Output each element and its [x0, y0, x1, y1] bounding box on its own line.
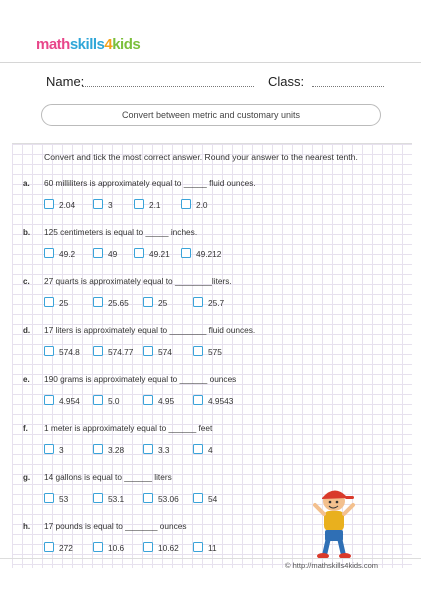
- answer-option-label: 2.04: [59, 200, 76, 210]
- logo-part-kids: kids: [112, 36, 141, 53]
- answer-checkbox[interactable]: [143, 444, 153, 454]
- answer-option-label: 25: [158, 298, 168, 308]
- answer-option-label: 4: [208, 445, 213, 455]
- answer-option-label: 574.8: [59, 347, 80, 357]
- worksheet-title: Convert between metric and customary units: [41, 104, 381, 126]
- answer-option-label: 25.65: [108, 298, 129, 308]
- answer-checkbox[interactable]: [134, 248, 144, 258]
- question-text: 17 liters is approximately equal to ________ fluid ounces.: [44, 325, 256, 335]
- logo-part-skills: skills: [69, 36, 105, 53]
- answer-checkbox[interactable]: [143, 395, 153, 405]
- answer-option-label: 49: [108, 249, 118, 259]
- answer-option-label: 10.62: [158, 543, 179, 553]
- answer-option-label: 11: [208, 543, 217, 553]
- question-text: 1 meter is approximately equal to ______ feet: [44, 423, 213, 433]
- question-text: 27 quarts is approximately equal to ________liters.: [44, 276, 232, 286]
- answer-checkbox[interactable]: [44, 248, 54, 258]
- question-text: 17 pounds is equal to _______ ounces: [44, 521, 187, 531]
- question-label: e.: [23, 375, 30, 384]
- answer-checkbox[interactable]: [193, 444, 203, 454]
- logo: [36, 36, 140, 53]
- question-text: 14 gallons is equal to ______ liters: [44, 472, 172, 482]
- answer-checkbox[interactable]: [193, 395, 203, 405]
- class-label: Class:: [268, 74, 305, 89]
- class-field[interactable]: [312, 86, 384, 87]
- question-label: d.: [23, 326, 31, 335]
- answer-checkbox[interactable]: [93, 395, 103, 405]
- answer-checkbox[interactable]: [143, 297, 153, 307]
- answer-checkbox[interactable]: [93, 199, 103, 209]
- footer-divider: [0, 558, 421, 559]
- answer-checkbox[interactable]: [44, 444, 54, 454]
- answer-option-label: 3.3: [158, 445, 170, 455]
- answer-checkbox[interactable]: [44, 297, 54, 307]
- answer-checkbox[interactable]: [193, 542, 203, 552]
- answer-option-label: 4.9543: [208, 396, 234, 406]
- answer-checkbox[interactable]: [193, 493, 203, 503]
- answer-checkbox[interactable]: [181, 199, 191, 209]
- answer-option-label: 53: [59, 494, 69, 504]
- answer-option-label: 2.1: [149, 200, 161, 210]
- answer-checkbox[interactable]: [44, 493, 54, 503]
- answer-checkbox[interactable]: [93, 493, 103, 503]
- answer-option-label: 49.2: [59, 249, 76, 259]
- header-divider: [0, 62, 421, 63]
- answer-checkbox[interactable]: [44, 395, 54, 405]
- answer-checkbox[interactable]: [193, 297, 203, 307]
- answer-option-label: 25.7: [208, 298, 225, 308]
- answer-option-label: 54: [208, 494, 218, 504]
- cartoon-boy-illustration: [312, 483, 356, 561]
- question-label: g.: [23, 473, 31, 482]
- answer-checkbox[interactable]: [181, 248, 191, 258]
- answer-option-label: 5.0: [108, 396, 120, 406]
- copyright-text: © http://mathskills4kids.com: [285, 561, 379, 570]
- question-label: b.: [23, 228, 31, 237]
- instructions: Convert and tick the most correct answer. Round your answer to the nearest tenth.: [44, 152, 358, 162]
- name-label: Name:: [46, 74, 85, 89]
- answer-checkbox[interactable]: [143, 493, 153, 503]
- question-text: 60 milliliters is approximately equal to _____ fluid ounces.: [44, 178, 256, 188]
- logo-part-math: math: [36, 36, 70, 53]
- question-text: 125 centimeters is equal to _____ inches.: [44, 227, 198, 237]
- question-label: h.: [23, 522, 31, 531]
- answer-option-label: 2.0: [196, 200, 208, 210]
- answer-option-label: 49.212: [196, 249, 222, 259]
- answer-option-label: 4.95: [158, 396, 175, 406]
- answer-checkbox[interactable]: [93, 248, 103, 258]
- answer-checkbox[interactable]: [143, 346, 153, 356]
- answer-checkbox[interactable]: [193, 346, 203, 356]
- answer-checkbox[interactable]: [44, 542, 54, 552]
- answer-option-label: 4.954: [59, 396, 80, 406]
- answer-option-label: 3: [108, 200, 113, 210]
- answer-checkbox[interactable]: [93, 444, 103, 454]
- logo-part-4: 4: [104, 36, 113, 53]
- name-field[interactable]: [82, 86, 254, 87]
- answer-checkbox[interactable]: [134, 199, 144, 209]
- answer-option-label: 49.21: [149, 249, 170, 259]
- answer-option-label: 3: [59, 445, 64, 455]
- answer-option-label: 3.28: [108, 445, 125, 455]
- question-label: c.: [23, 277, 30, 286]
- answer-option-label: 272: [59, 543, 73, 553]
- answer-option-label: 53.06: [158, 494, 179, 504]
- answer-checkbox[interactable]: [143, 542, 153, 552]
- answer-option-label: 574.77: [108, 347, 134, 357]
- answer-checkbox[interactable]: [93, 346, 103, 356]
- question-label: a.: [23, 179, 30, 188]
- answer-option-label: 10.6: [108, 543, 125, 553]
- question-text: 190 grams is approximately equal to ______ ounces: [44, 374, 237, 384]
- answer-option-label: 53.1: [108, 494, 125, 504]
- answer-checkbox[interactable]: [44, 199, 54, 209]
- answer-option-label: 575: [208, 347, 222, 357]
- answer-option-label: 574: [158, 347, 172, 357]
- answer-checkbox[interactable]: [44, 346, 54, 356]
- answer-checkbox[interactable]: [93, 542, 103, 552]
- answer-option-label: 25: [59, 298, 69, 308]
- question-label: f.: [23, 424, 28, 433]
- answer-checkbox[interactable]: [93, 297, 103, 307]
